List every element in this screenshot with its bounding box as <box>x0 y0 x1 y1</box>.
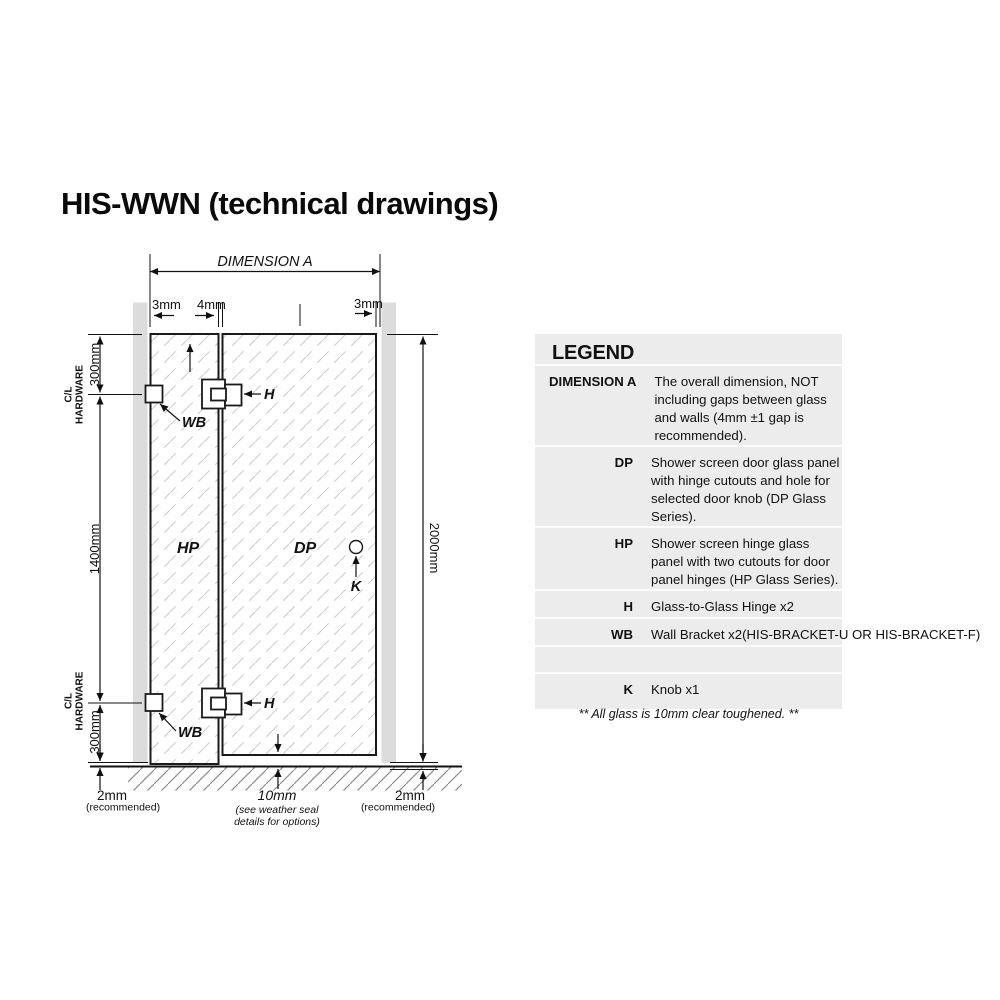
hp-panel-label: HP <box>177 540 200 557</box>
legend-title: LEGEND <box>552 342 635 364</box>
legend-term: K <box>623 682 633 697</box>
floor-gap-left-note: (recommended) <box>86 801 161 814</box>
floor-gap-left-label: 2mm <box>97 788 127 803</box>
legend-row-hp <box>535 526 842 589</box>
hinge-bottom-right-plate <box>225 694 242 715</box>
legend-row-dimension-a <box>535 364 842 445</box>
wall-bracket-top-label: WB <box>182 415 207 431</box>
top-gap-annotations <box>152 296 383 327</box>
cl-bottom-line1: C/L <box>63 692 75 710</box>
top-offset-label: 300mm <box>87 342 102 387</box>
hinge-top-label: H <box>264 387 275 403</box>
knob-circle <box>350 541 363 554</box>
right-wall <box>382 303 397 764</box>
legend-row-k <box>535 672 842 709</box>
legend-desc <box>651 654 842 672</box>
dimension-a-label: DIMENSION A <box>217 254 313 270</box>
legend-desc: The overall dimension, NOT including gaps between glass and walls (4mm ±1 gap is recommended). <box>654 374 827 443</box>
hinge-top-tab <box>211 389 226 401</box>
legend-desc: Shower screen hinge glass panel with two cutouts for door panel hinges (HP Glass Series). <box>651 536 839 587</box>
page-title: HIS-WWN (technical drawings) <box>61 186 499 221</box>
legend-desc: Wall Bracket x2(HIS-BRACKET-U OR HIS-BRACKET-F) <box>651 627 981 642</box>
legend-desc: Knob x1 <box>651 682 700 697</box>
dimension-a <box>150 254 380 327</box>
hinge-bottom-tab <box>211 698 226 710</box>
legend-row-dp <box>535 445 842 526</box>
legend-term: DP <box>614 455 633 470</box>
bottom-offset-label: 300mm <box>87 710 102 754</box>
legend-term: HP <box>614 536 633 551</box>
legend-row-h <box>535 589 842 617</box>
hinge-bottom-label: H <box>264 696 275 712</box>
gap-left-label: 3mm <box>152 297 181 312</box>
legend-term: DIMENSION A <box>549 374 637 389</box>
legend-term: H <box>623 599 633 614</box>
gap-panels-label: 4mm <box>197 297 226 312</box>
floor-gap-right-note: (recommended) <box>360 801 436 814</box>
knob-label: K <box>350 579 362 595</box>
cl-top-line1: C/L <box>63 386 75 403</box>
wall-bracket-bottom-body <box>146 694 163 711</box>
overall-height-label: 2000mm <box>427 522 442 574</box>
gap-10mm-label: 10mm <box>257 787 297 803</box>
span-1400-label: 1400mm <box>87 523 102 575</box>
legend-desc: Shower screen door glass panel with hinge cutouts and hole for selected door knob (DP Glass Series). <box>651 455 840 524</box>
weather-seal-note-1: (see weather seal <box>235 804 319 816</box>
gap-right-label: 3mm <box>354 296 383 311</box>
cl-bottom-line2: HARDWARE <box>74 671 86 731</box>
wall-bracket-bottom-label: WB <box>178 725 203 741</box>
legend-term: WB <box>611 627 633 642</box>
wall-bracket-top-body <box>146 386 163 403</box>
legend <box>535 334 981 709</box>
weather-seal-note-2: details for options) <box>234 816 320 828</box>
legend-row-wb <box>535 617 981 645</box>
legend-footnote: ** All glass is 10mm clear toughened. ** <box>578 707 799 721</box>
hinge-top-right-plate <box>225 385 242 406</box>
dp-panel-label: DP <box>294 540 317 557</box>
legend-row-empty <box>535 645 842 672</box>
legend-desc: Glass-to-Glass Hinge x2 <box>651 599 794 614</box>
floor-gap-right-label: 2mm <box>395 788 425 803</box>
cl-top-line2: HARDWARE <box>74 365 86 424</box>
legend-term <box>549 654 633 672</box>
